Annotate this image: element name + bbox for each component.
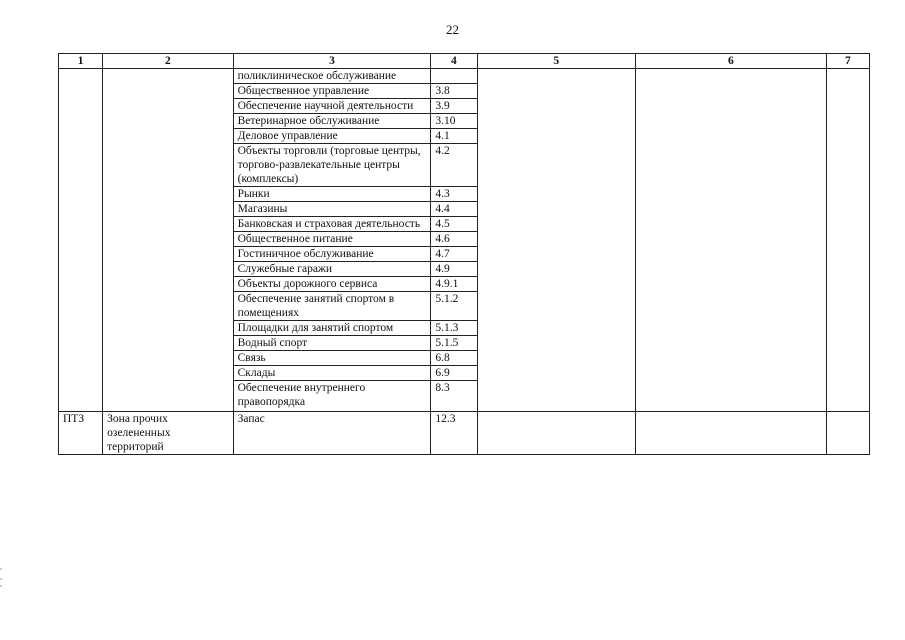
permitted-use-code: 4.4 bbox=[431, 202, 477, 217]
permitted-use-code: 4.9.1 bbox=[431, 277, 477, 292]
permitted-use-name: поликлиническое обслуживание bbox=[233, 69, 431, 84]
col-6-continuation bbox=[636, 69, 827, 412]
permitted-use-name: Общественное питание bbox=[233, 232, 431, 247]
header-col-3: 3 bbox=[233, 54, 431, 69]
permitted-use-code: 4.5 bbox=[431, 217, 477, 232]
zone-row bbox=[59, 412, 870, 455]
permitted-use-code: 4.7 bbox=[431, 247, 477, 262]
permitted-use-code: 6.8 bbox=[431, 351, 477, 366]
permitted-use-code: 3.10 bbox=[431, 114, 477, 129]
permitted-use-name: Рынки bbox=[233, 187, 431, 202]
permitted-use-code: 3.9 bbox=[431, 99, 477, 114]
permitted-use-name: Объекты торговли (торговые центры, торгово-развлекательные центры (комплексы) bbox=[233, 144, 431, 187]
permitted-use-name: Связь bbox=[233, 351, 431, 366]
zone-col-5 bbox=[477, 412, 636, 455]
header-col-7: 7 bbox=[826, 54, 869, 69]
header-row bbox=[59, 54, 870, 69]
permitted-use-code: 5.1.5 bbox=[431, 336, 477, 351]
permitted-use-code: 3.8 bbox=[431, 84, 477, 99]
col-1-continuation bbox=[59, 69, 103, 412]
header-col-4: 4 bbox=[431, 54, 477, 69]
zone-use-name: Запас bbox=[233, 412, 431, 455]
col-5-continuation bbox=[477, 69, 636, 412]
permitted-use-code bbox=[431, 69, 477, 84]
scan-edge-marks bbox=[0, 568, 3, 588]
table-row bbox=[59, 69, 870, 84]
header-col-1: 1 bbox=[59, 54, 103, 69]
zone-col-7 bbox=[826, 412, 869, 455]
permitted-use-code: 8.3 bbox=[431, 381, 477, 412]
permitted-use-name: Деловое управление bbox=[233, 129, 431, 144]
col-2-continuation bbox=[103, 69, 233, 412]
permitted-use-code: 5.1.3 bbox=[431, 321, 477, 336]
permitted-use-code: 5.1.2 bbox=[431, 292, 477, 321]
permitted-use-name: Общественное управление bbox=[233, 84, 431, 99]
permitted-use-name: Ветеринарное обслуживание bbox=[233, 114, 431, 129]
permitted-use-name: Склады bbox=[233, 366, 431, 381]
permitted-use-name: Банковская и страховая деятельность bbox=[233, 217, 431, 232]
permitted-use-code: 4.9 bbox=[431, 262, 477, 277]
permitted-use-code: 4.2 bbox=[431, 144, 477, 187]
permitted-use-code: 4.1 bbox=[431, 129, 477, 144]
permitted-use-name: Обеспечение научной деятельности bbox=[233, 99, 431, 114]
permitted-use-code: 6.9 bbox=[431, 366, 477, 381]
permitted-use-code: 4.3 bbox=[431, 187, 477, 202]
permitted-use-name: Служебные гаражи bbox=[233, 262, 431, 277]
zone-code: ПТЗ bbox=[59, 412, 103, 455]
permitted-use-name: Обеспечение внутреннего правопорядка bbox=[233, 381, 431, 412]
page-number: 22 bbox=[446, 22, 459, 37]
zoning-table bbox=[58, 53, 870, 455]
header-col-2: 2 bbox=[103, 54, 233, 69]
permitted-use-name: Гостиничное обслуживание bbox=[233, 247, 431, 262]
zone-name: Зона прочих озелененных территорий bbox=[103, 412, 233, 455]
permitted-use-code: 4.6 bbox=[431, 232, 477, 247]
permitted-use-name: Магазины bbox=[233, 202, 431, 217]
header-col-5: 5 bbox=[477, 54, 636, 69]
zone-col-6 bbox=[636, 412, 827, 455]
permitted-use-name: Объекты дорожного сервиса bbox=[233, 277, 431, 292]
permitted-use-name: Обеспечение занятий спортом в помещениях bbox=[233, 292, 431, 321]
zone-use-code: 12.3 bbox=[431, 412, 477, 455]
header-col-6: 6 bbox=[636, 54, 827, 69]
col-7-continuation bbox=[826, 69, 869, 412]
permitted-use-name: Площадки для занятий спортом bbox=[233, 321, 431, 336]
permitted-use-name: Водный спорт bbox=[233, 336, 431, 351]
